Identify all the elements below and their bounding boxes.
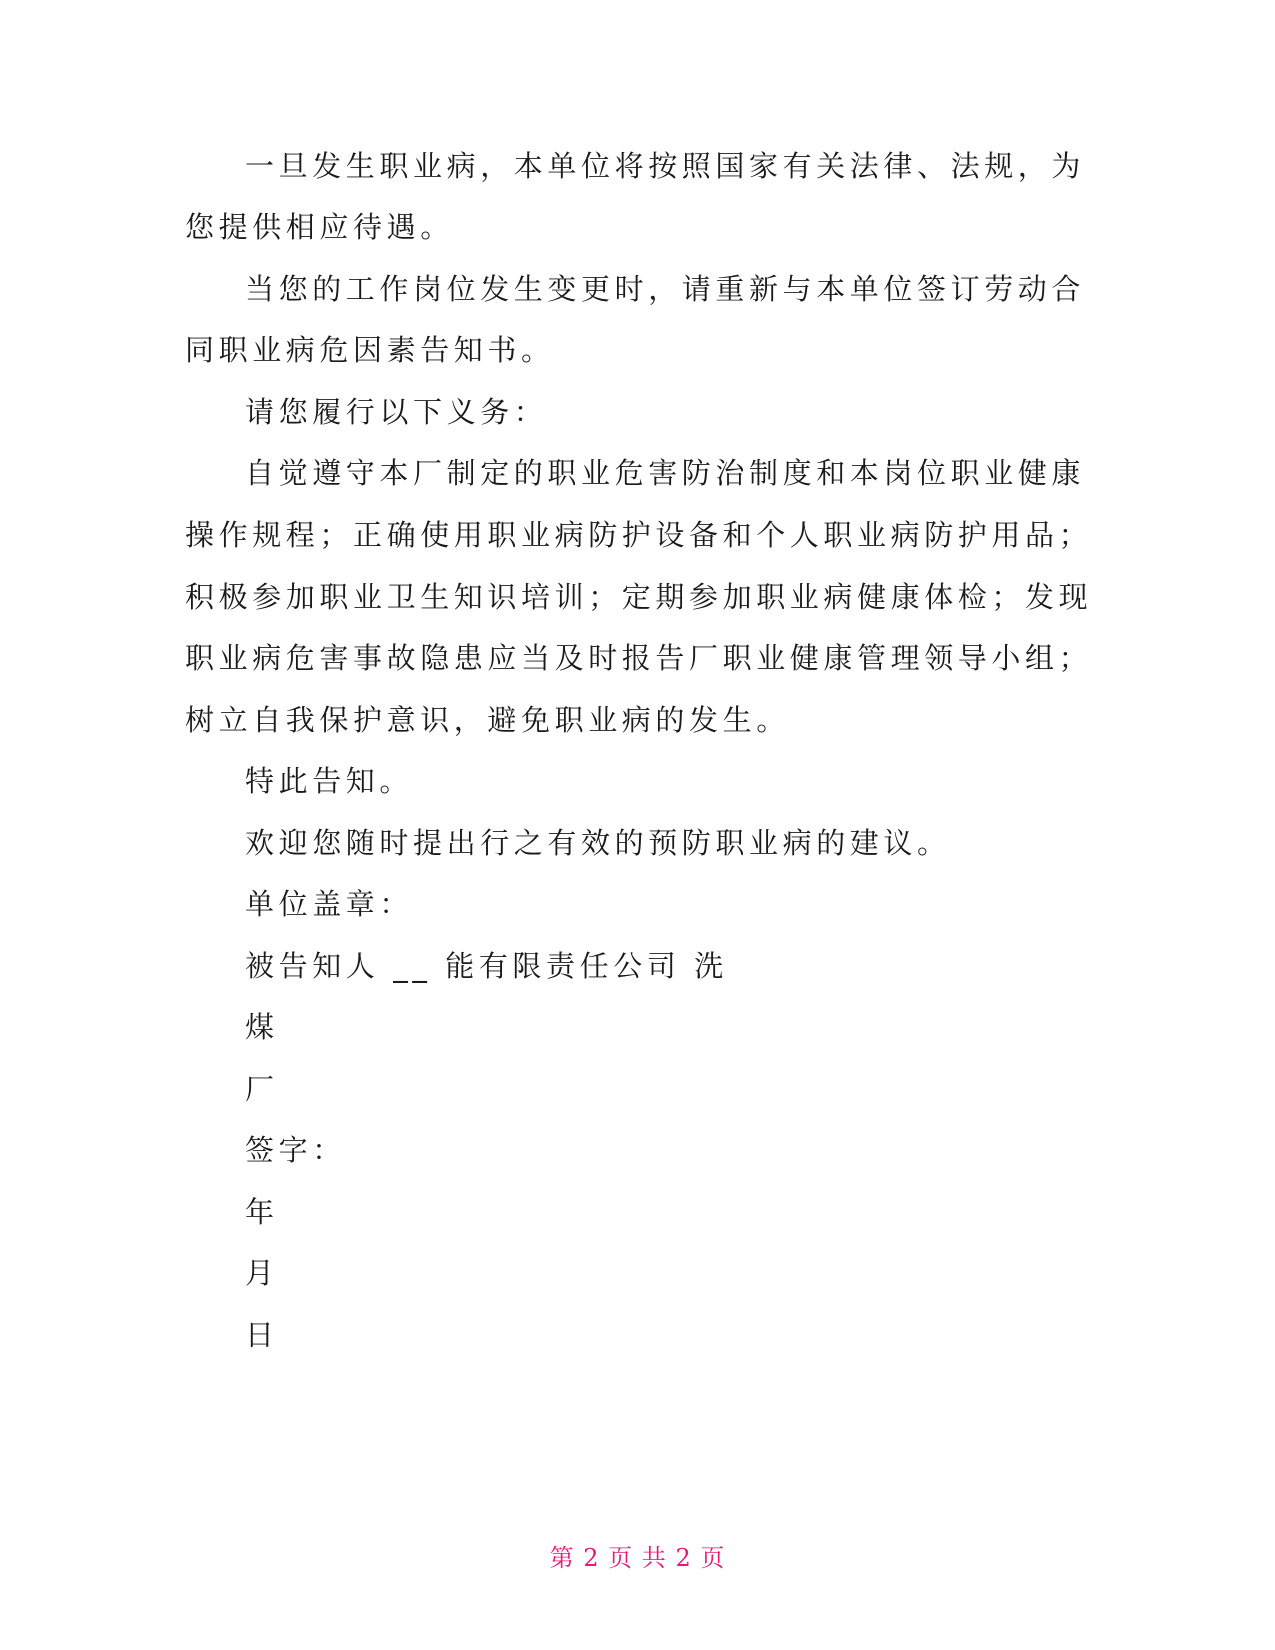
paragraph-line: 当您的工作岗位发生变更时，请重新与本单位签订劳动合 — [245, 272, 1086, 306]
date-day-label: 日 — [245, 1318, 279, 1352]
page-number-footer: 第 2 页 共 2 页 — [549, 1544, 726, 1572]
paragraph-line: 您提供相应待遇。 — [185, 210, 454, 244]
paragraph-line: 操作规程；正确使用职业病防护设备和个人职业病防护用品； — [185, 518, 1093, 552]
paragraph-line: 特此告知。 — [245, 764, 414, 798]
notified-person-line: 被告知人 __ 能有限责任公司 洗 — [245, 949, 728, 983]
paragraph-line: 树立自我保护意识，避免职业病的发生。 — [185, 703, 790, 737]
paragraph-line: 同职业病危因素告知书。 — [185, 333, 555, 367]
date-month-label: 月 — [245, 1256, 279, 1290]
signature-line: 煤 — [245, 1010, 279, 1044]
date-year-label: 年 — [245, 1195, 279, 1229]
signature-line: 厂 — [245, 1072, 279, 1106]
paragraph-line: 自觉遵守本厂制定的职业危害防治制度和本岗位职业健康 — [245, 456, 1086, 490]
signature-label: 签字： — [245, 1133, 346, 1167]
paragraph-line: 一旦发生职业病，本单位将按照国家有关法律、法规，为 — [245, 149, 1086, 183]
paragraph-line: 欢迎您随时提出行之有效的预防职业病的建议。 — [245, 826, 951, 860]
seal-label: 单位盖章： — [245, 887, 414, 921]
paragraph-line: 职业病危害事故隐患应当及时报告厂职业健康管理领导小组； — [185, 641, 1093, 675]
paragraph-line: 请您履行以下义务： — [245, 395, 548, 429]
paragraph-line: 积极参加职业卫生知识培训；定期参加职业病健康体检；发现 — [185, 580, 1093, 614]
